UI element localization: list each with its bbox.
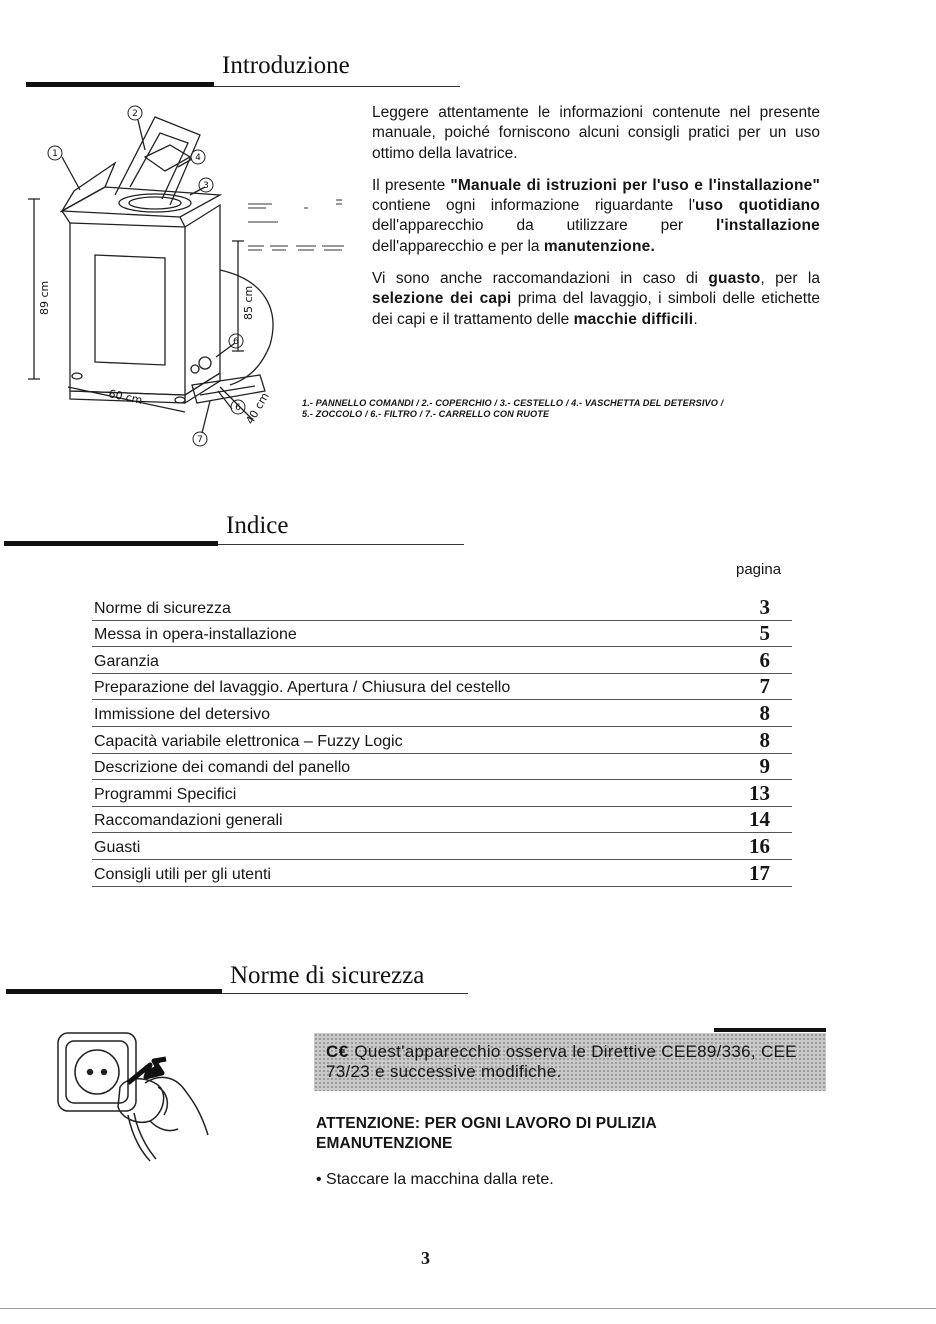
toc-label: Descrizione dei comandi del panello <box>94 759 351 777</box>
toc-label: Raccomandazioni generali <box>94 812 283 830</box>
toc-entry-messa-in-opera[interactable] <box>92 621 792 648</box>
toc-label: Garanzia <box>94 652 159 670</box>
guasto-bold: guasto <box>708 270 761 288</box>
callout-6a: 6 <box>233 337 239 347</box>
index-page-column-header: pagina <box>736 561 782 578</box>
toc-page: 6 <box>759 647 770 672</box>
dim-height-label: 89 cm <box>38 280 51 315</box>
callout-3: 3 <box>203 181 209 191</box>
ce-box-top-bar <box>714 1028 826 1032</box>
toc-page: 7 <box>759 674 770 699</box>
p2-a: Il presente <box>372 176 451 194</box>
p3-e: prima del lavaggio, i simboli delle etichette dei capi e il trattamento delle <box>372 290 820 328</box>
dim-depth-label: 40 cm <box>243 390 272 427</box>
caption-line-2: 5.- ZOCCOLO / 6.- FILTRO / 7.- CARRELLO CON RUOTE <box>302 409 550 419</box>
index-heading-rule-thick <box>4 541 218 546</box>
toc-label: Guasti <box>94 838 141 856</box>
page-number: 3 <box>421 1248 430 1268</box>
toc-entry-programmi[interactable] <box>92 780 792 807</box>
intro-heading-rule-thin <box>214 86 460 87</box>
diagram-caption <box>302 398 822 420</box>
toc-page: 5 <box>759 621 770 646</box>
toc-page: 14 <box>749 807 770 832</box>
callout-2: 2 <box>132 109 138 119</box>
toc-entry-immissione[interactable] <box>92 700 792 727</box>
intro-heading: Introduzione <box>222 52 350 79</box>
toc-label: Preparazione del lavaggio. Apertura / Chiusura del cestello <box>94 679 511 697</box>
intro-paragraph-3 <box>372 269 820 330</box>
toc-entry-raccomandazioni[interactable] <box>92 807 792 834</box>
index-heading: Indice <box>226 512 289 539</box>
toc-page: 16 <box>749 833 770 858</box>
uso-quotidiano-bold: uso quotidiano <box>695 197 820 215</box>
p2-e: dell'apparecchio da utilizzare per <box>372 217 716 235</box>
toc-entry-preparazione[interactable] <box>92 674 792 701</box>
safety-heading-rule-thin <box>222 993 468 994</box>
toc-label: Messa in opera-installazione <box>94 626 297 644</box>
dim-inner-label: 85 cm <box>242 285 255 320</box>
unplug-illustration <box>50 1025 220 1165</box>
index-heading-rule-thin <box>218 544 464 545</box>
toc-entry-consigli[interactable] <box>92 860 792 887</box>
toc-label: Capacità variabile elettronica – Fuzzy Logic <box>94 732 403 750</box>
macchie-difficili-bold: macchie difficili <box>573 310 694 328</box>
callout-4: 4 <box>195 153 201 163</box>
toc-page: 3 <box>759 594 770 619</box>
toc-page: 8 <box>759 727 770 752</box>
connector-detail-icon <box>244 194 348 258</box>
toc-entry-guasti[interactable] <box>92 833 792 860</box>
toc-page: 9 <box>759 754 770 779</box>
toc-page: 17 <box>749 860 770 885</box>
toc-entry-descrizione[interactable] <box>92 754 792 781</box>
intro-paragraph-2 <box>372 176 820 257</box>
p3-a: Vi sono anche raccomandazioni in caso di <box>372 270 709 288</box>
p3-c: , per la <box>760 270 820 288</box>
intro-paragraph-1: Leggere attentamente le informazioni contenute nel presente manuale, poiché forniscono alcuni consigli pratici per un uso ottimo della lavatrice. <box>372 104 820 162</box>
toc-entry-capacita[interactable] <box>92 727 792 754</box>
toc-label: Programmi Specifici <box>94 785 237 803</box>
callout-7: 7 <box>197 435 203 445</box>
ce-mark-icon: C€ <box>326 1042 349 1061</box>
toc-entry-garanzia[interactable] <box>92 647 792 674</box>
caption-line-1: 1.- PANNELLO COMANDI / 2.- COPERCHIO / 3.- CESTELLO / 4.- VASCHETTA DEL DETERSIVO / <box>302 398 724 408</box>
toc-label: Norme di sicurezza <box>94 599 231 617</box>
ce-directive-text: Quest'apparecchio osserva le Direttive CEE89/336, CEE 73/23 e successive modifiche. <box>326 1042 797 1081</box>
selezione-capi-bold: selezione dei capi <box>372 290 512 308</box>
washing-machine-diagram <box>20 95 320 460</box>
installazione-bold: l'installazione <box>715 217 820 235</box>
callout-1: 1 <box>52 149 58 159</box>
safety-heading: Norme di sicurezza <box>230 962 425 989</box>
page-bottom-border <box>0 1308 936 1309</box>
manutenzione-bold: manutenzione. <box>543 237 655 255</box>
toc-page: 8 <box>759 700 770 725</box>
callout-6b: 6 <box>235 403 241 413</box>
manual-title-bold: "Manuale di istruzioni per l'uso e l'installazione" <box>450 176 821 194</box>
intro-text <box>372 103 820 342</box>
attention-text: ATTENZIONE: PER OGNI LAVORO DI PULIZIA EMANUTENZIONE <box>316 1115 657 1152</box>
unplug-instruction: • Staccare la macchina dalla rete. <box>316 1171 554 1188</box>
intro-heading-rule-thick <box>26 82 214 87</box>
ce-compliance-box <box>314 1033 826 1091</box>
toc-label: Consigli utili per gli utenti <box>94 865 271 883</box>
dim-width-label: 60 cm <box>107 387 144 408</box>
table-of-contents <box>92 594 792 887</box>
p2-g: dell'apparecchio e per la <box>372 237 544 255</box>
toc-entry-norme[interactable] <box>92 594 792 621</box>
safety-heading-rule-thick <box>6 989 222 994</box>
toc-label: Immissione del detersivo <box>94 705 271 723</box>
p3-g: . <box>693 310 698 328</box>
toc-page: 13 <box>749 780 770 805</box>
p2-c: contiene ogni informazione riguardante l' <box>372 197 696 215</box>
ce-text <box>326 1042 821 1082</box>
